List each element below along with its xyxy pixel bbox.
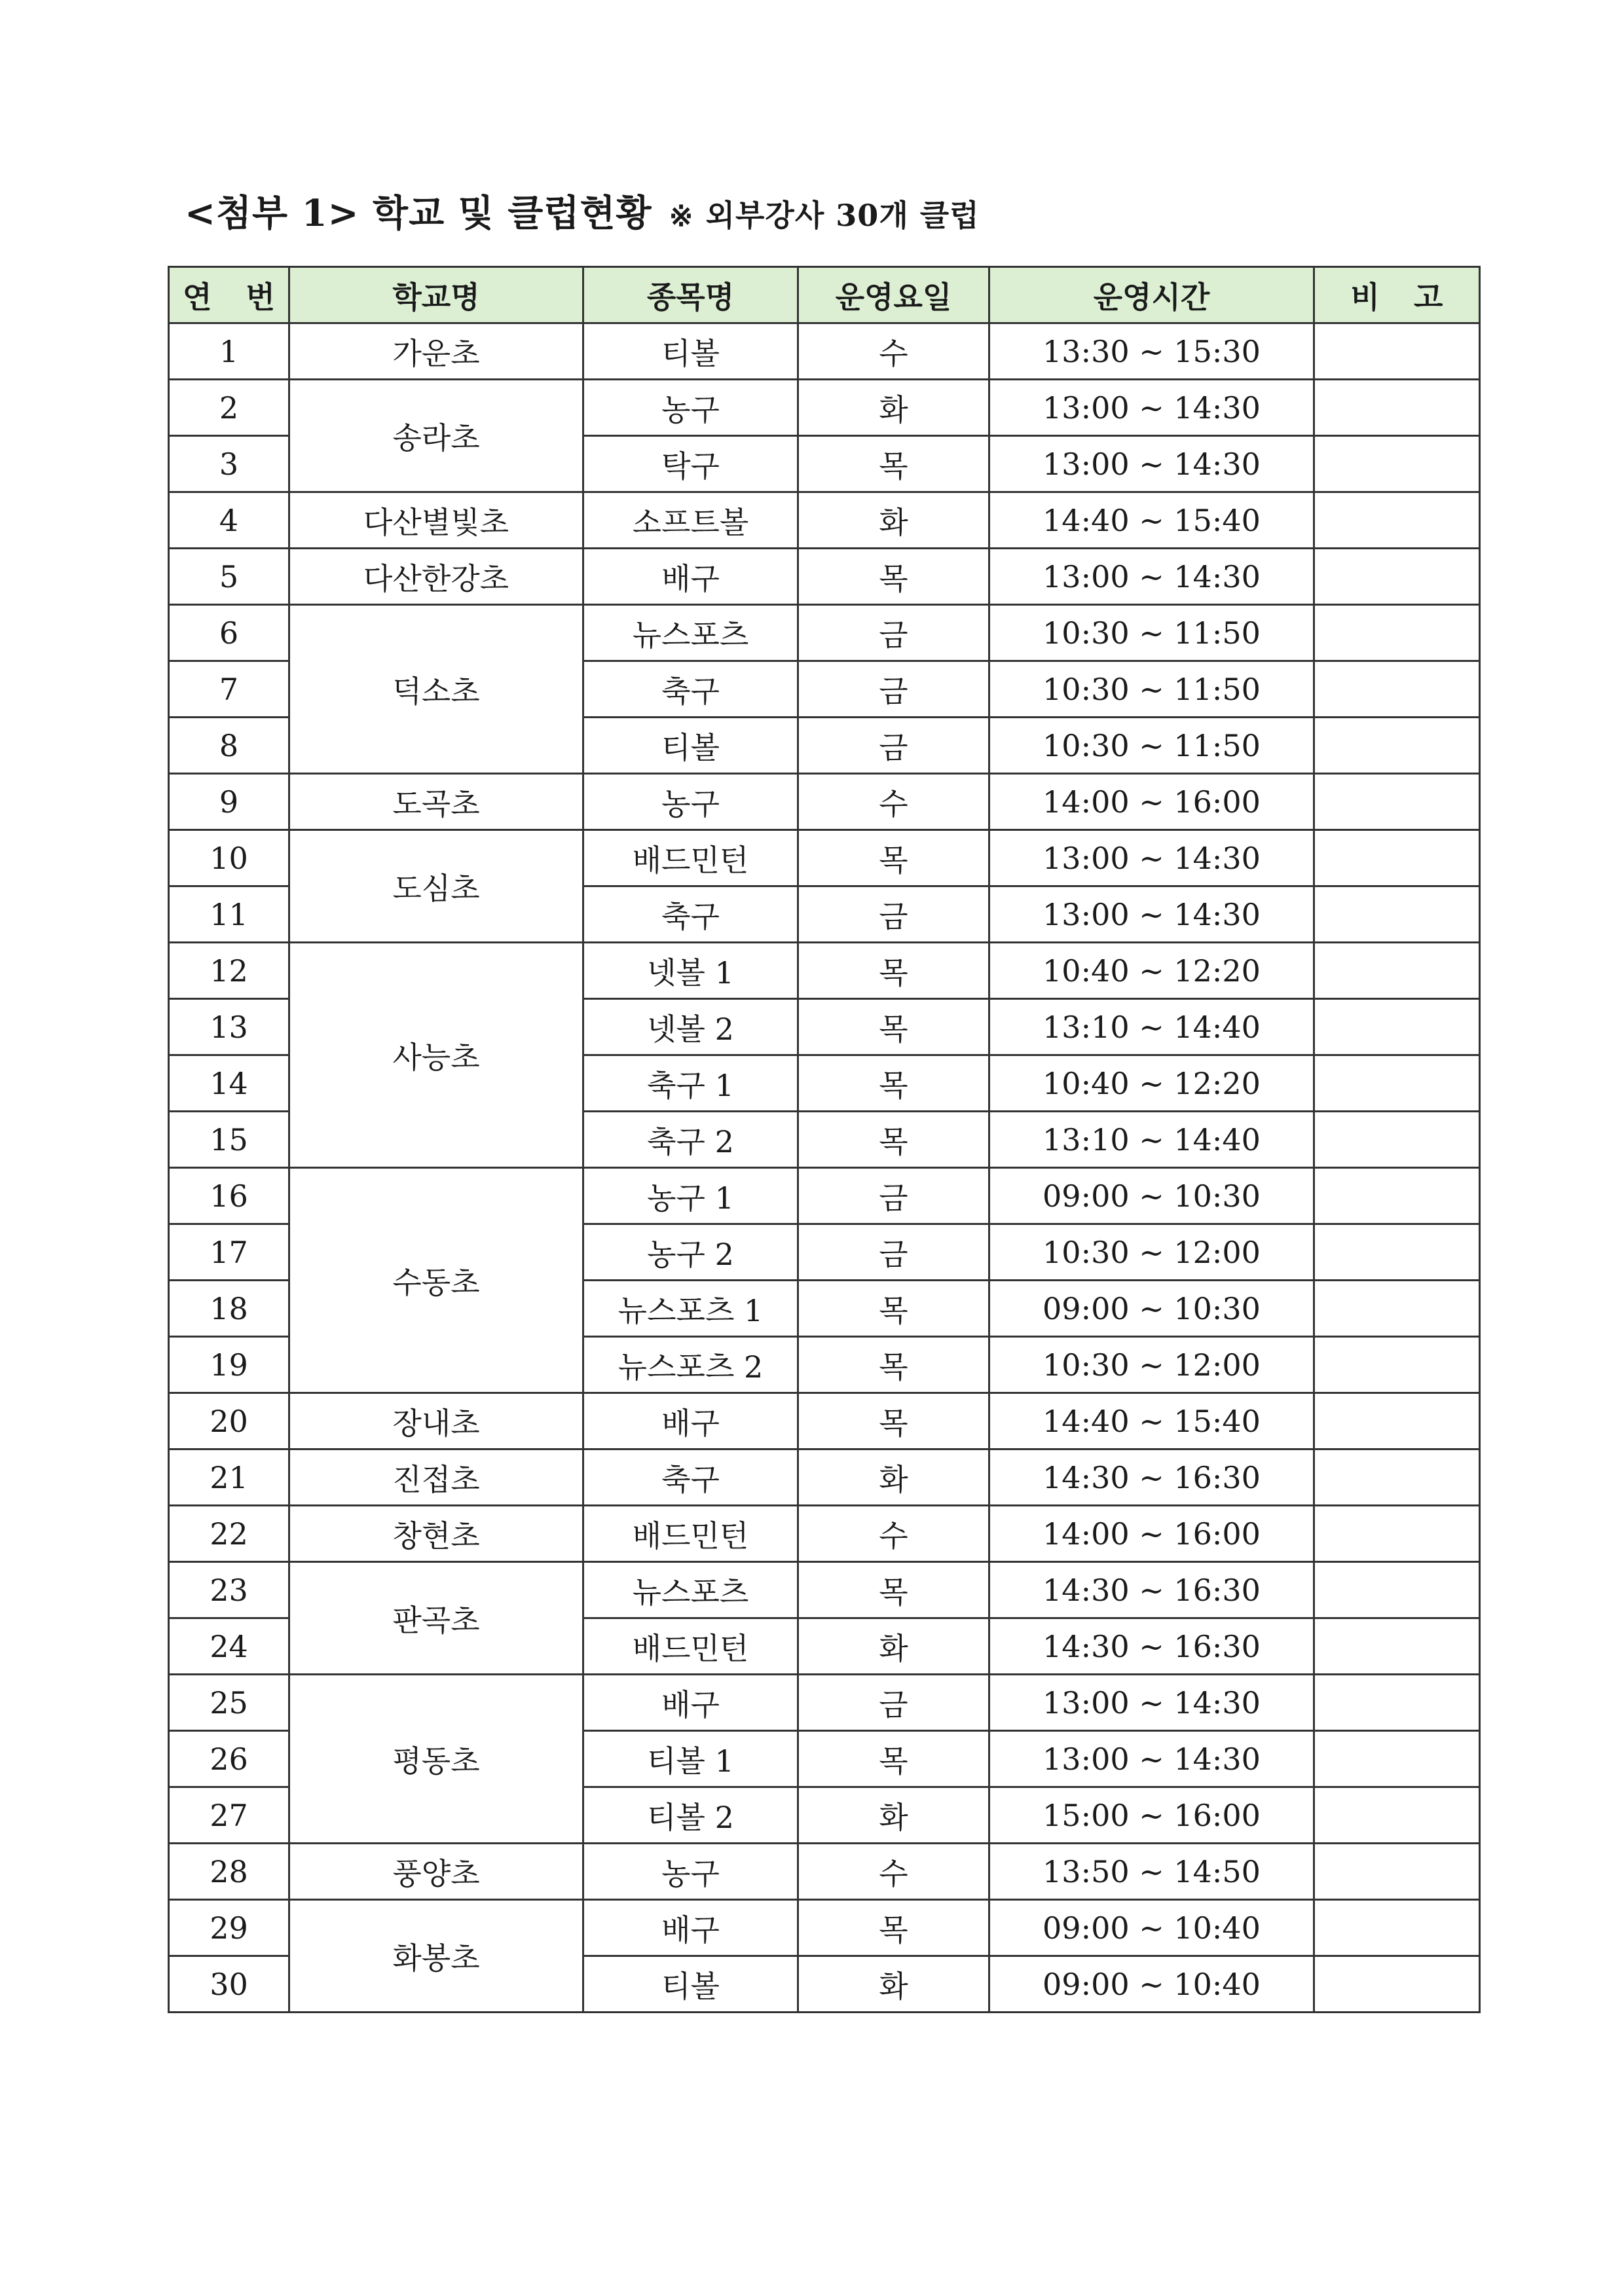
sport-name: 농구 2 [583, 1224, 798, 1281]
sport-name: 소프트볼 [583, 492, 798, 549]
operating-day: 목 [798, 1337, 989, 1393]
operating-time: 14:40 ~ 15:40 [989, 492, 1314, 549]
sport-name: 농구 [583, 380, 798, 436]
operating-time: 10:30 ~ 12:00 [989, 1224, 1314, 1281]
row-number: 9 [169, 774, 289, 830]
sport-name: 배구 [583, 549, 798, 605]
header-school: 학교명 [289, 267, 583, 323]
operating-day: 목 [798, 549, 989, 605]
remark [1314, 1112, 1480, 1168]
operating-day: 수 [798, 1844, 989, 1900]
operating-day: 화 [798, 380, 989, 436]
table-body [169, 323, 1480, 2013]
operating-time: 13:00 ~ 14:30 [989, 830, 1314, 886]
school-name: 판곡초 [289, 1562, 583, 1675]
remark [1314, 549, 1480, 605]
row-number: 20 [169, 1393, 289, 1449]
table-row [169, 1900, 1480, 1956]
school-name: 도심초 [289, 830, 583, 943]
row-number: 1 [169, 323, 289, 380]
remark [1314, 1844, 1480, 1900]
operating-time: 13:00 ~ 14:30 [989, 1731, 1314, 1787]
row-number: 24 [169, 1618, 289, 1675]
remark [1314, 661, 1480, 718]
operating-time: 13:00 ~ 14:30 [989, 886, 1314, 943]
remark [1314, 830, 1480, 886]
operating-time: 14:30 ~ 16:30 [989, 1618, 1314, 1675]
row-number: 23 [169, 1562, 289, 1618]
row-number: 12 [169, 943, 289, 999]
remark [1314, 1168, 1480, 1224]
operating-time: 14:00 ~ 16:00 [989, 774, 1314, 830]
row-number: 7 [169, 661, 289, 718]
header-remark: 비 고 [1314, 267, 1480, 323]
remark [1314, 323, 1480, 380]
operating-day: 목 [798, 436, 989, 492]
table-row [169, 1562, 1480, 1618]
school-name: 송라초 [289, 380, 583, 492]
header-day: 운영요일 [798, 267, 989, 323]
operating-day: 목 [798, 999, 989, 1055]
remark [1314, 1675, 1480, 1731]
remark [1314, 1731, 1480, 1787]
operating-time: 10:30 ~ 11:50 [989, 661, 1314, 718]
remark [1314, 1562, 1480, 1618]
remark [1314, 436, 1480, 492]
table-row [169, 380, 1480, 436]
table-row [169, 323, 1480, 380]
remark [1314, 1281, 1480, 1337]
sport-name: 농구 1 [583, 1168, 798, 1224]
sport-name: 뉴스포츠 2 [583, 1337, 798, 1393]
operating-time: 10:40 ~ 12:20 [989, 943, 1314, 999]
operating-time: 10:30 ~ 11:50 [989, 605, 1314, 661]
remark [1314, 1506, 1480, 1562]
school-name: 화봉초 [289, 1900, 583, 2013]
operating-day: 목 [798, 1112, 989, 1168]
operating-day: 목 [798, 1562, 989, 1618]
operating-time: 09:00 ~ 10:30 [989, 1168, 1314, 1224]
operating-day: 목 [798, 1393, 989, 1449]
remark [1314, 380, 1480, 436]
operating-time: 14:40 ~ 15:40 [989, 1393, 1314, 1449]
row-number: 21 [169, 1449, 289, 1506]
row-number: 10 [169, 830, 289, 886]
row-number: 13 [169, 999, 289, 1055]
sport-name: 배드민턴 [583, 1506, 798, 1562]
remark [1314, 1956, 1480, 2013]
remark [1314, 943, 1480, 999]
table-row [169, 943, 1480, 999]
operating-day: 금 [798, 1168, 989, 1224]
school-name: 도곡초 [289, 774, 583, 830]
header-no: 연 번 [169, 267, 289, 323]
row-number: 16 [169, 1168, 289, 1224]
operating-day: 수 [798, 323, 989, 380]
row-number: 26 [169, 1731, 289, 1787]
operating-day: 금 [798, 1675, 989, 1731]
remark [1314, 1224, 1480, 1281]
table-row [169, 1393, 1480, 1449]
remark [1314, 886, 1480, 943]
school-name: 평동초 [289, 1675, 583, 1844]
operating-day: 수 [798, 774, 989, 830]
sport-name: 티볼 1 [583, 1731, 798, 1787]
school-name: 풍양초 [289, 1844, 583, 1900]
table-row [169, 549, 1480, 605]
operating-day: 금 [798, 886, 989, 943]
row-number: 30 [169, 1956, 289, 2013]
header-time: 운영시간 [989, 267, 1314, 323]
table-row [169, 774, 1480, 830]
sport-name: 티볼 [583, 718, 798, 774]
sport-name: 넷볼 2 [583, 999, 798, 1055]
sport-name: 뉴스포츠 [583, 1562, 798, 1618]
operating-day: 목 [798, 943, 989, 999]
remark [1314, 774, 1480, 830]
operating-day: 화 [798, 1787, 989, 1844]
table-row [169, 830, 1480, 886]
sport-name: 티볼 2 [583, 1787, 798, 1844]
row-number: 14 [169, 1055, 289, 1112]
operating-day: 금 [798, 661, 989, 718]
operating-day: 목 [798, 1055, 989, 1112]
operating-time: 13:10 ~ 14:40 [989, 1112, 1314, 1168]
school-name: 덕소초 [289, 605, 583, 774]
remark [1314, 1337, 1480, 1393]
operating-time: 13:00 ~ 14:30 [989, 1675, 1314, 1731]
row-number: 19 [169, 1337, 289, 1393]
row-number: 3 [169, 436, 289, 492]
remark [1314, 492, 1480, 549]
sport-name: 티볼 [583, 1956, 798, 2013]
operating-time: 13:00 ~ 14:30 [989, 436, 1314, 492]
sport-name: 배드민턴 [583, 830, 798, 886]
operating-time: 10:30 ~ 12:00 [989, 1337, 1314, 1393]
operating-time: 15:00 ~ 16:00 [989, 1787, 1314, 1844]
school-name: 다산한강초 [289, 549, 583, 605]
operating-time: 14:30 ~ 16:30 [989, 1449, 1314, 1506]
table-row [169, 1844, 1480, 1900]
row-number: 15 [169, 1112, 289, 1168]
table-row [169, 605, 1480, 661]
row-number: 5 [169, 549, 289, 605]
sport-name: 배구 [583, 1393, 798, 1449]
operating-day: 화 [798, 1449, 989, 1506]
operating-day: 수 [798, 1506, 989, 1562]
row-number: 27 [169, 1787, 289, 1844]
operating-day: 화 [798, 1956, 989, 2013]
sport-name: 배드민턴 [583, 1618, 798, 1675]
row-number: 29 [169, 1900, 289, 1956]
table-row [169, 1675, 1480, 1731]
remark [1314, 1618, 1480, 1675]
table-row [169, 1168, 1480, 1224]
operating-day: 금 [798, 1224, 989, 1281]
operating-time: 13:00 ~ 14:30 [989, 549, 1314, 605]
table-row [169, 1506, 1480, 1562]
operating-time: 10:40 ~ 12:20 [989, 1055, 1314, 1112]
row-number: 28 [169, 1844, 289, 1900]
school-name: 다산별빛초 [289, 492, 583, 549]
sport-name: 축구 1 [583, 1055, 798, 1112]
remark [1314, 1900, 1480, 1956]
remark [1314, 999, 1480, 1055]
operating-time: 14:00 ~ 16:00 [989, 1506, 1314, 1562]
row-number: 6 [169, 605, 289, 661]
title-main: <첨부 1> 학교 및 클럽현황 [185, 192, 652, 235]
sport-name: 뉴스포츠 [583, 605, 798, 661]
sport-name: 농구 [583, 774, 798, 830]
operating-day: 금 [798, 605, 989, 661]
school-name: 수동초 [289, 1168, 583, 1393]
operating-time: 09:00 ~ 10:40 [989, 1956, 1314, 2013]
operating-time: 14:30 ~ 16:30 [989, 1562, 1314, 1618]
table-row [169, 492, 1480, 549]
sport-name: 축구 2 [583, 1112, 798, 1168]
remark [1314, 1393, 1480, 1449]
operating-time: 09:00 ~ 10:30 [989, 1281, 1314, 1337]
sport-name: 배구 [583, 1900, 798, 1956]
operating-time: 13:00 ~ 14:30 [989, 380, 1314, 436]
row-number: 17 [169, 1224, 289, 1281]
sport-name: 축구 [583, 661, 798, 718]
operating-day: 목 [798, 1281, 989, 1337]
sport-name: 뉴스포츠 1 [583, 1281, 798, 1337]
sport-name: 넷볼 1 [583, 943, 798, 999]
remark [1314, 605, 1480, 661]
table-header-row [169, 267, 1480, 323]
club-status-table [168, 266, 1481, 2013]
sport-name: 배구 [583, 1675, 798, 1731]
operating-day: 목 [798, 1900, 989, 1956]
remark [1314, 718, 1480, 774]
operating-time: 09:00 ~ 10:40 [989, 1900, 1314, 1956]
operating-day: 화 [798, 492, 989, 549]
sport-name: 탁구 [583, 436, 798, 492]
operating-time: 13:30 ~ 15:30 [989, 323, 1314, 380]
school-name: 사능초 [289, 943, 583, 1168]
row-number: 22 [169, 1506, 289, 1562]
sport-name: 농구 [583, 1844, 798, 1900]
sport-name: 축구 [583, 1449, 798, 1506]
row-number: 8 [169, 718, 289, 774]
operating-day: 목 [798, 1731, 989, 1787]
school-name: 가운초 [289, 323, 583, 380]
reference-mark-icon: ※ [669, 200, 694, 233]
operating-day: 목 [798, 830, 989, 886]
school-name: 장내초 [289, 1393, 583, 1449]
document-title [185, 185, 980, 237]
sport-name: 티볼 [583, 323, 798, 380]
school-name: 창현초 [289, 1506, 583, 1562]
title-note: 외부강사 30개 클럽 [705, 198, 980, 233]
operating-time: 13:50 ~ 14:50 [989, 1844, 1314, 1900]
row-number: 18 [169, 1281, 289, 1337]
operating-time: 10:30 ~ 11:50 [989, 718, 1314, 774]
sport-name: 축구 [583, 886, 798, 943]
remark [1314, 1055, 1480, 1112]
row-number: 4 [169, 492, 289, 549]
operating-day: 화 [798, 1618, 989, 1675]
remark [1314, 1449, 1480, 1506]
row-number: 2 [169, 380, 289, 436]
operating-day: 금 [798, 718, 989, 774]
header-sport: 종목명 [583, 267, 798, 323]
row-number: 25 [169, 1675, 289, 1731]
school-name: 진접초 [289, 1449, 583, 1506]
remark [1314, 1787, 1480, 1844]
operating-time: 13:10 ~ 14:40 [989, 999, 1314, 1055]
row-number: 11 [169, 886, 289, 943]
table-row [169, 1449, 1480, 1506]
